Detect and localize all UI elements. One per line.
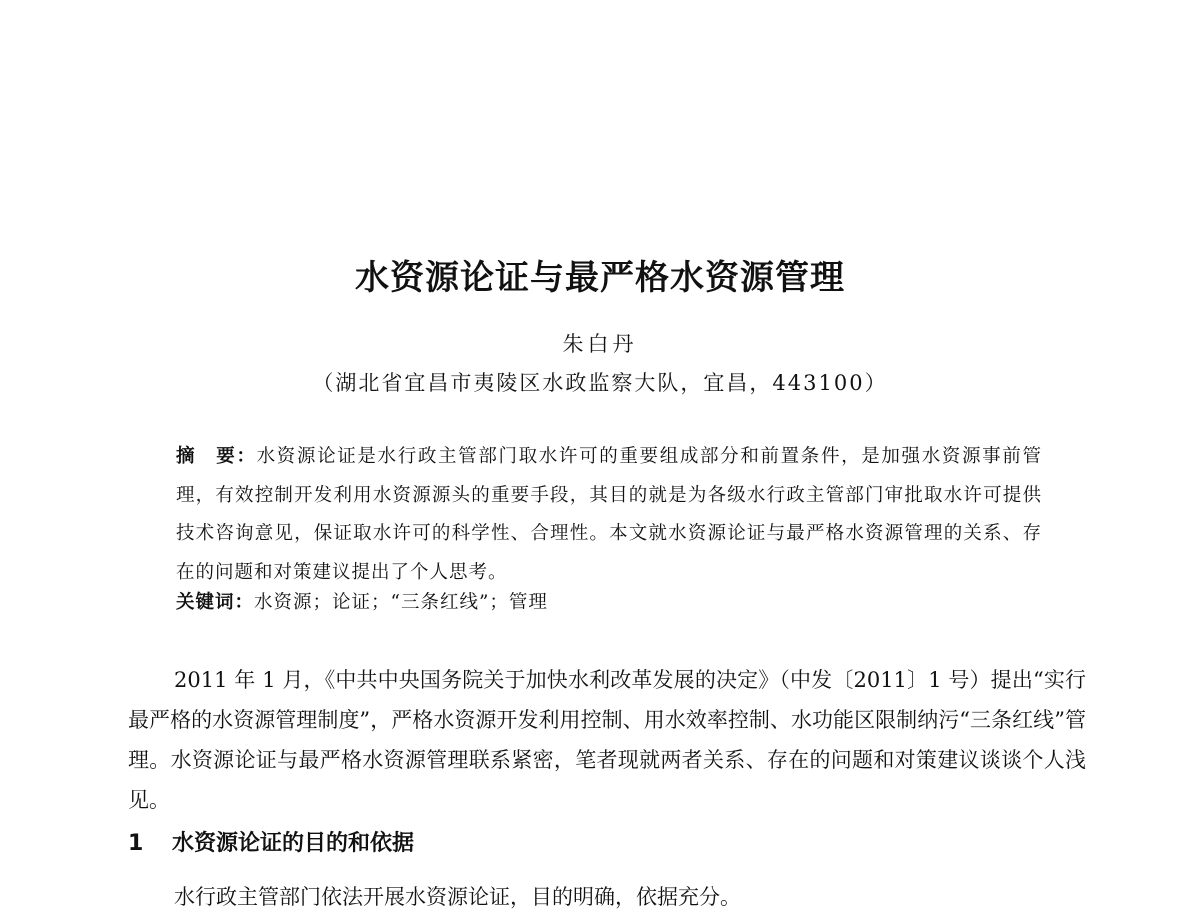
abstract-text: 水资源论证是水行政主管部门取水许可的重要组成部分和前置条件，是加强水资源事前管理，有效控制开发利用水资源源头的重要手段，其目的就是为各级水行政主管部门审批取水许可提供技术咨询意见，保证取水许可的科学性、合理性。本文就水资源论证与最严格水资源管理的关系、存在的问题和对策建议提出了个人思考。 <box>176 446 1042 583</box>
keywords-text: 水资源；论证；“三条红线”；管理 <box>254 592 548 613</box>
keywords-label: 关键词： <box>176 592 255 613</box>
author-name: 朱白丹 <box>562 332 638 356</box>
author-affiliation: （湖北省宜昌市夷陵区水政监察大队，宜昌，443100） <box>312 371 888 395</box>
intro-paragraph: 2011 年 1 月，《中共中央国务院关于加快水利改革发展的决定》（中发〔2011〕1 号）提出“实行最严格的水资源管理制度”，严格水资源开发利用控制、用水效率控制、水功能区限制纳污“三条红线”管理。水资源论证与最严格水资源管理联系紧密，笔者现就两者关系、存在的问题和对策建议谈谈个人浅见。 <box>128 668 1086 812</box>
section-title: 水资源论证的目的和依据 <box>172 831 415 856</box>
keywords <box>176 587 1042 619</box>
abstract-label: 摘 要： <box>176 446 257 467</box>
paper-title: 水资源论证与最严格水资源管理 <box>355 258 845 298</box>
section-number: 1 <box>128 831 144 856</box>
section-heading <box>128 826 1086 857</box>
section-paragraph: 水行政主管部门依法开展水资源论证，目的明确，依据充分。 <box>174 885 741 909</box>
abstract <box>176 438 1042 592</box>
